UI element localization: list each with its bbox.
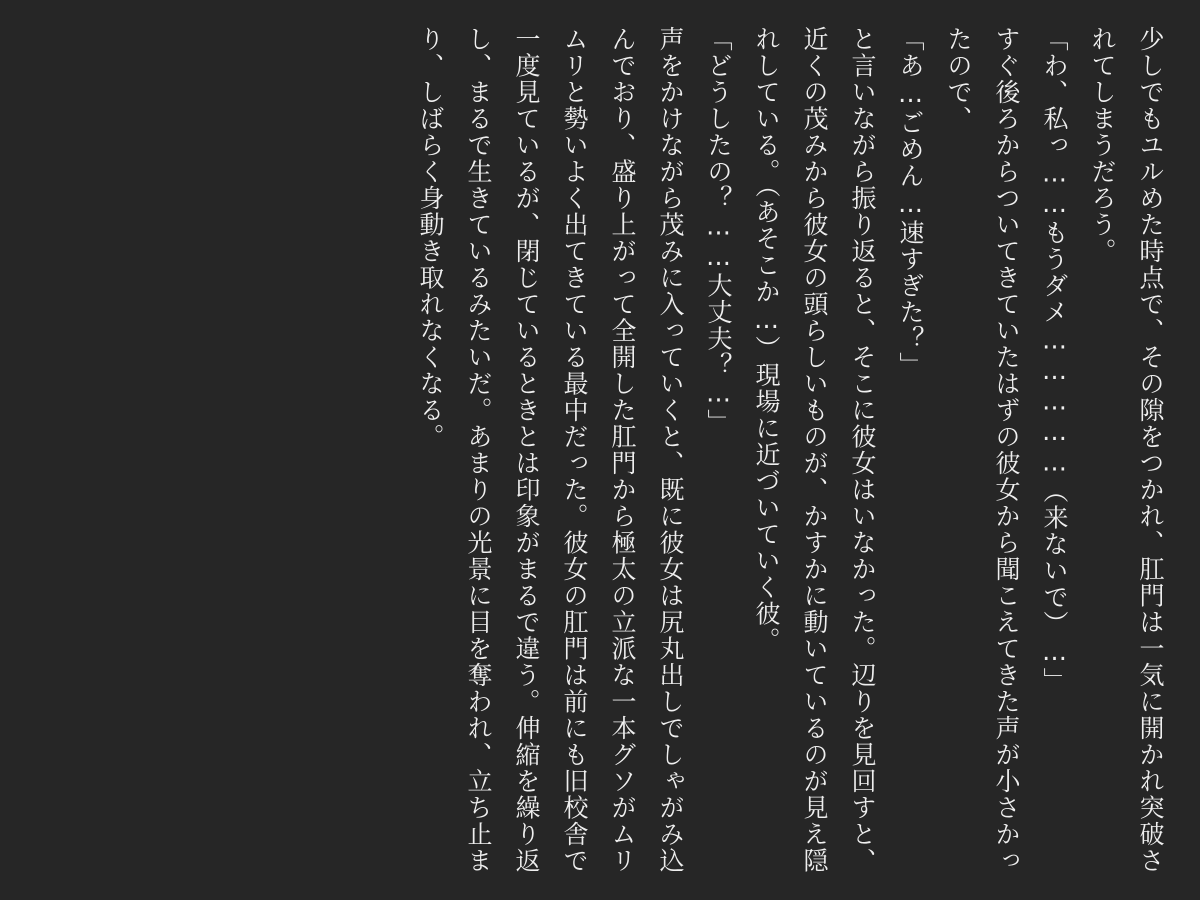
vertical-text-body xyxy=(26,26,1174,874)
paragraph: すぐ後ろからついてきていたはずの彼女から聞こえてきた声が小さかったので、 xyxy=(944,26,1021,874)
paragraph: 「どうしたの？……大丈夫？…」 xyxy=(704,26,733,436)
paragraph: 少しでもユルめた時点で、その隙をつかれ、肛門は一気に開かれ突破されてしまうだろう。 xyxy=(1088,26,1165,874)
paragraph: 声をかけながら茂みに入っていくと、既に彼女は尻丸出しでしゃがみ込んでおり、盛り上がって全開した肛門から極太の立派な一本グソがムリムリと勢いよく出てきている最中だった。彼女の肛門は前にも旧校舎で一度見ているが、閉じているときとは印象がまるで違う。伸縮を繰り返し、まるで生きているみたいだ。あまりの光景に目を奪われ、立ち止まり、しばらく身動き取れなくなる。 xyxy=(416,26,685,874)
paragraph: 「わ、私っ……もうダメ……………（来ないで）…」 xyxy=(1040,26,1069,694)
paragraph: と言いながら振り返ると、そこに彼女はいなかった。辺りを見回すと、近くの茂みから彼女の頭らしいものが、かすかに動いているのが見え隠れしている。（あそこか…）現場に近づいていく彼。 xyxy=(752,26,877,874)
paragraph: 「あ…ごめん…速すぎた？」 xyxy=(896,26,925,379)
